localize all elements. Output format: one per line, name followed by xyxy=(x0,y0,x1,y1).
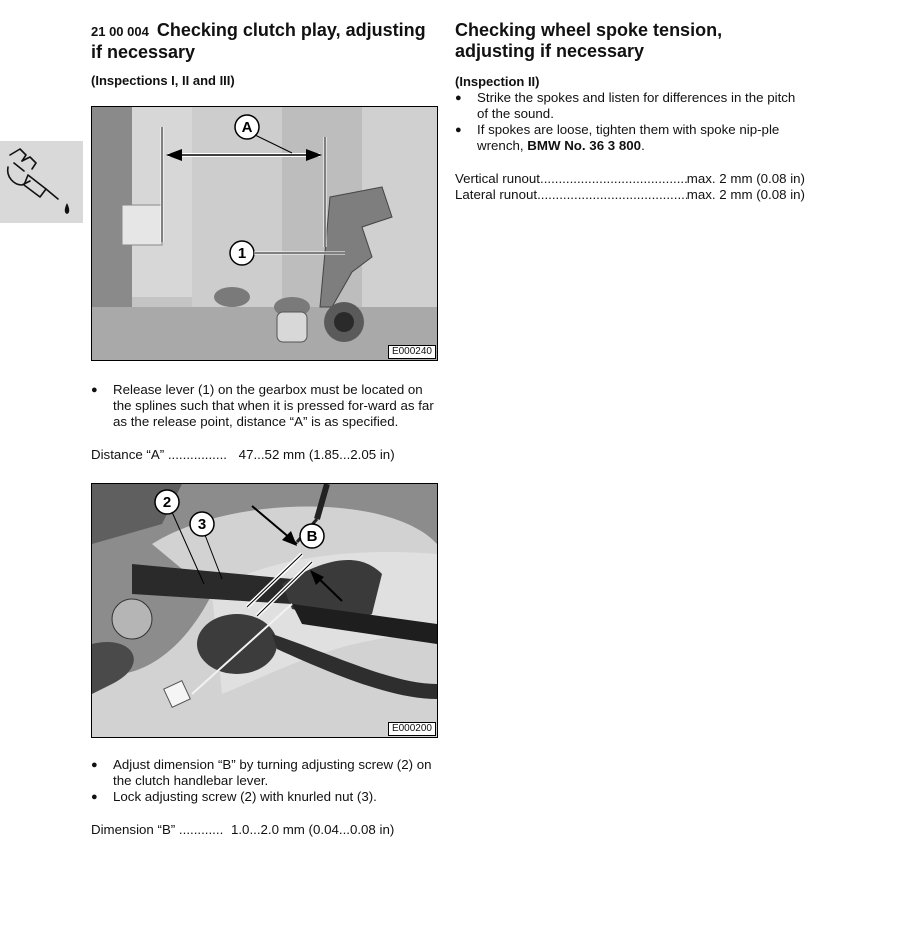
tool-number: BMW No. 36 3 800 xyxy=(527,138,642,153)
spec-label: Vertical runout xyxy=(455,171,541,186)
spec-distance-a xyxy=(91,447,441,463)
callout-a: A xyxy=(241,119,253,136)
instruction-list-1 xyxy=(91,382,441,430)
instruction-item: ● Release lever (1) on the gearbox must be located on the splines such that when it is pressed for-ward as far as the release point, distance “A” is as specified. xyxy=(91,382,441,430)
instruction-item: ● Lock adjusting screw (2) with knurled nut (3). xyxy=(91,789,441,805)
handlebar-lever-photo xyxy=(91,483,438,738)
spec-dimension-b xyxy=(91,822,441,838)
spec-value: max. 2 mm (0.08 in) xyxy=(686,171,805,186)
callout-b: B xyxy=(306,528,318,545)
spec-value: 1.0...2.0 mm (0.04...0.08 in) xyxy=(230,822,395,837)
callout-3: 3 xyxy=(197,516,207,533)
leader-dots xyxy=(537,187,687,203)
spec-value: 47...52 mm (1.85...2.05 in) xyxy=(238,447,395,462)
spec-label: Lateral runout xyxy=(455,187,538,202)
right-column xyxy=(455,20,815,203)
runout-specs xyxy=(455,171,815,203)
figure-id: E000200 xyxy=(388,722,436,736)
left-column xyxy=(91,20,441,838)
spec-label: Distance “A” ................ xyxy=(91,447,227,462)
instruction-text: If spokes are loose, tighten them with spoke nip-ple wrench, xyxy=(477,122,780,153)
section-heading-clutch xyxy=(91,20,441,63)
callout-2: 2 xyxy=(162,494,172,511)
clutch-lever-illustration xyxy=(92,107,437,360)
instruction-list-2 xyxy=(91,757,441,805)
instruction-end: . xyxy=(641,138,645,153)
clutch-lever-photo xyxy=(91,106,438,361)
figure-id: E000240 xyxy=(388,345,436,359)
job-number: 21 00 004 xyxy=(91,24,149,39)
instruction-item: ● Adjust dimension “B” by turning adjusting screw (2) on the clutch handlebar lever. xyxy=(91,757,441,789)
leader-dots xyxy=(540,171,687,187)
inspection-note: (Inspection II) xyxy=(455,74,540,89)
spec-vertical-runout xyxy=(455,171,805,187)
spoke-instruction-list xyxy=(455,90,805,154)
section-tab xyxy=(0,141,83,223)
section-heading-spokes: Checking wheel spoke tension, adjusting if necessary xyxy=(455,20,723,61)
callout-1: 1 xyxy=(237,245,247,262)
spec-value: max. 2 mm (0.08 in) xyxy=(686,187,805,202)
instruction-item xyxy=(455,122,805,154)
oil-can-hand-icon xyxy=(0,141,83,223)
heading-text: Checking clutch play, adjusting if necessary xyxy=(91,20,426,62)
handlebar-lever-illustration xyxy=(92,484,437,737)
spec-lateral-runout xyxy=(455,187,805,203)
spec-label: Dimension “B” ............ xyxy=(91,822,224,837)
instruction-item: ● Strike the spokes and listen for differences in the pitch of the sound. xyxy=(455,90,805,122)
inspection-note: (Inspections I, II and III) xyxy=(91,73,235,88)
